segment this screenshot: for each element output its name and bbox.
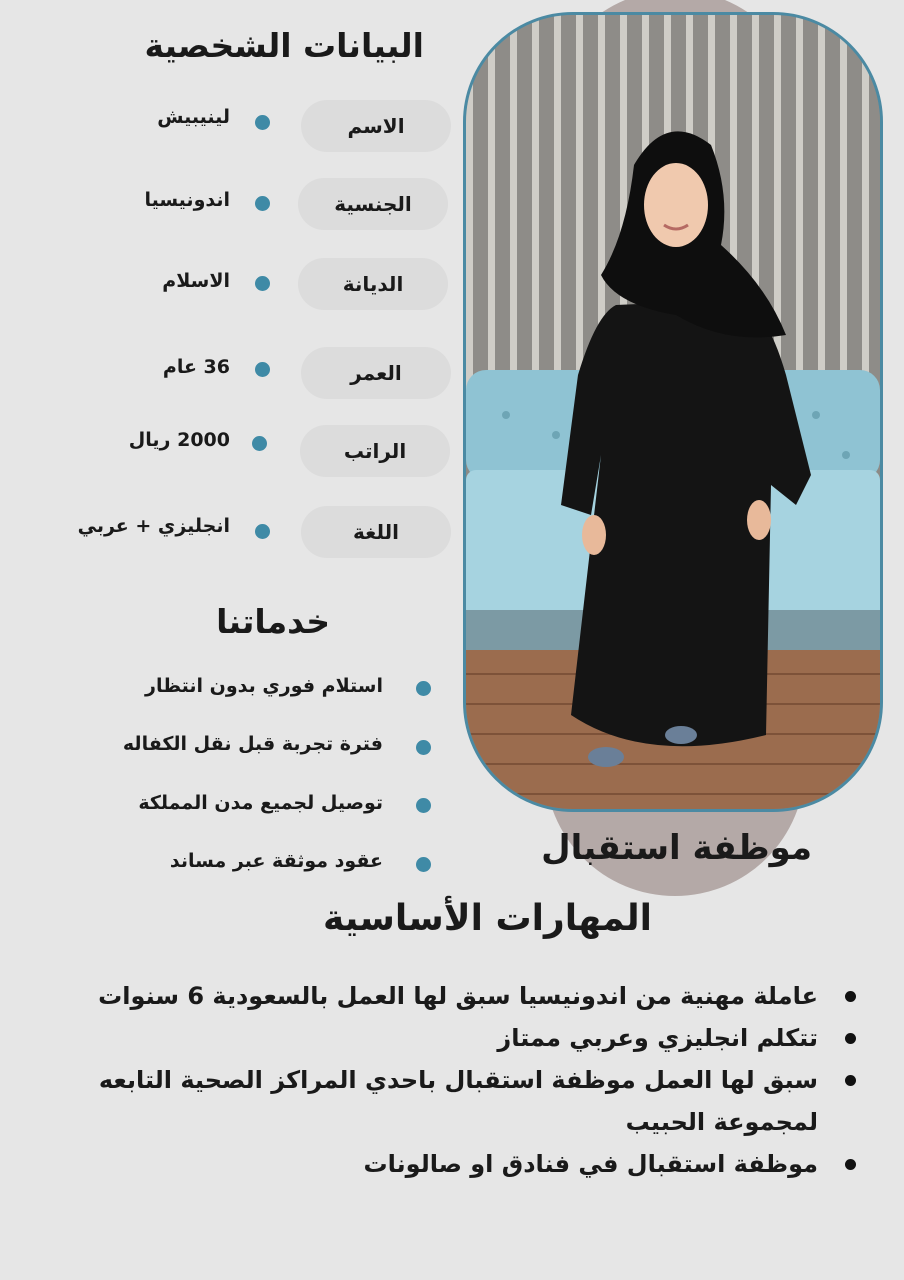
skill-item: سبق لها العمل موظفة استقبال باحدي المراكز الصحية التابعه لمجموعة الحبيب bbox=[42, 1059, 862, 1143]
label-religion: الديانة bbox=[298, 258, 448, 310]
bullet-dot-icon bbox=[252, 436, 267, 451]
label-nationality: الجنسية bbox=[298, 178, 448, 230]
value-religion: الاسلام bbox=[162, 270, 230, 292]
label-salary: الراتب bbox=[300, 425, 450, 477]
bullet-dot-icon bbox=[255, 115, 270, 130]
value-name: لينيبيش bbox=[157, 106, 230, 128]
service-item: فترة تجربة قبل نقل الكفاله bbox=[122, 733, 383, 755]
label-age: العمر bbox=[301, 347, 451, 399]
skills-title: المهارات الأساسية bbox=[322, 898, 652, 939]
bullet-dot-icon bbox=[416, 740, 431, 755]
job-title: موظفة استقبال bbox=[541, 828, 812, 868]
value-salary: 2000 ريال bbox=[128, 429, 230, 451]
bullet-dot-icon bbox=[416, 857, 431, 872]
label-name: الاسم bbox=[301, 100, 451, 152]
skill-item: تتكلم انجليزي وعربي ممتاز bbox=[42, 1017, 862, 1059]
value-age: 36 عام bbox=[162, 356, 230, 378]
skill-item: موظفة استقبال في فنادق او صالونات bbox=[42, 1143, 862, 1185]
label-language: اللغة bbox=[301, 506, 451, 558]
skill-item: عاملة مهنية من اندونيسيا سبق لها العمل بالسعودية 6 سنوات bbox=[42, 975, 862, 1017]
bullet-dot-icon bbox=[255, 524, 270, 539]
bullet-dot-icon bbox=[255, 276, 270, 291]
skills-list bbox=[42, 975, 862, 1185]
service-item: استلام فوري بدون انتظار bbox=[145, 675, 383, 697]
service-item: توصيل لجميع مدن المملكة bbox=[138, 792, 383, 814]
services-title: خدماتنا bbox=[216, 602, 330, 641]
candidate-photo bbox=[463, 12, 883, 812]
person-photo-icon bbox=[466, 15, 880, 809]
bullet-dot-icon bbox=[416, 681, 431, 696]
value-nationality: اندونيسيا bbox=[144, 189, 230, 211]
bullet-dot-icon bbox=[255, 362, 270, 377]
value-language: انجليزي + عربي bbox=[77, 515, 230, 537]
bullet-dot-icon bbox=[255, 196, 270, 211]
service-item: عقود موثقة عبر مساند bbox=[169, 850, 383, 872]
bullet-dot-icon bbox=[416, 798, 431, 813]
personal-info-title: البيانات الشخصية bbox=[144, 26, 424, 65]
